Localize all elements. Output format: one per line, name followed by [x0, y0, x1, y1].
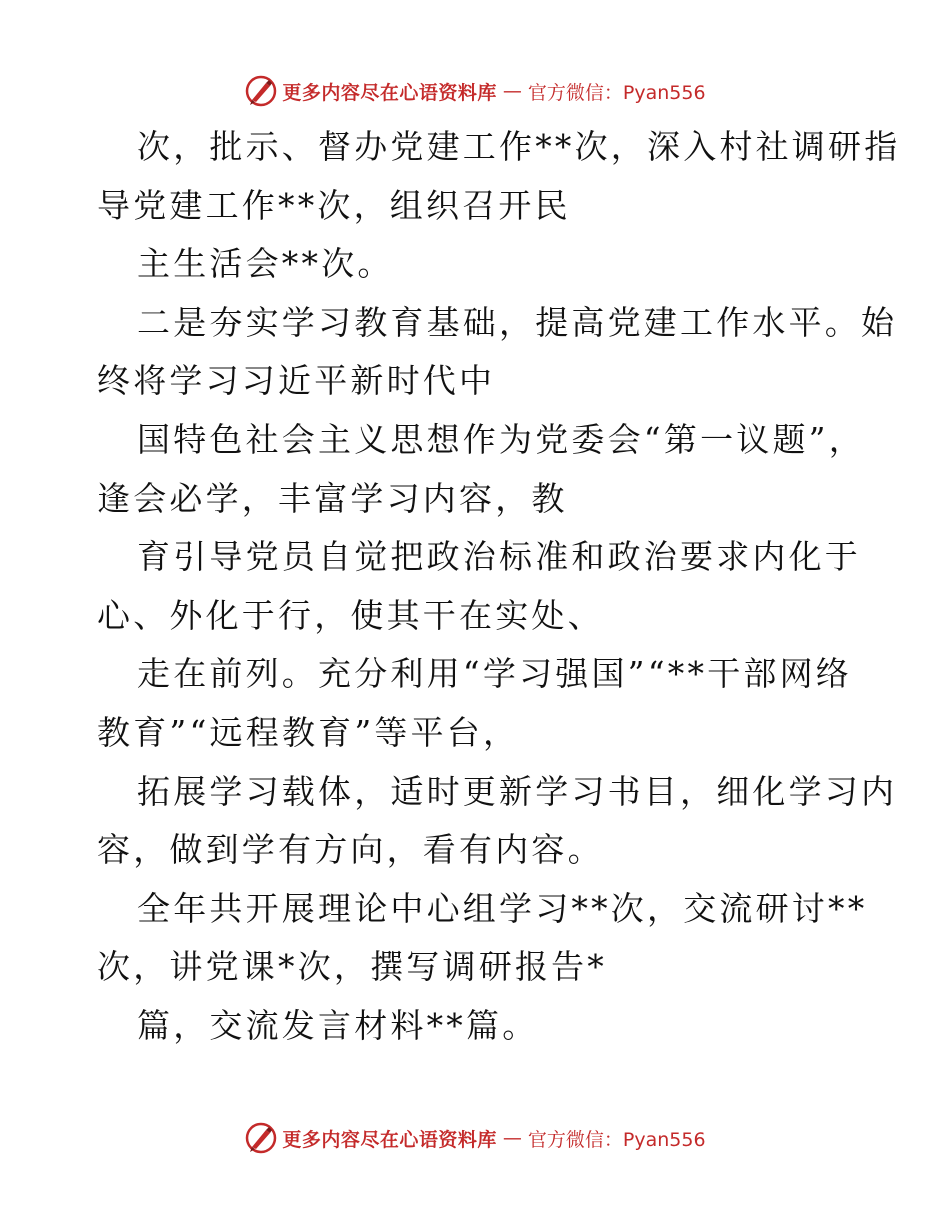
header-banner	[244, 74, 705, 108]
body-line: 导党建工作**次，组织召开民	[97, 185, 571, 225]
body-line: 育引导党员自觉把政治标准和政治要求内化于	[137, 537, 861, 577]
footer-separator: —	[502, 1127, 522, 1149]
header-brand-text: 更多内容尽在心语资料库	[282, 81, 497, 104]
pen-logo-icon	[244, 74, 278, 108]
body-line: 终将学习习近平新时代中	[97, 361, 496, 401]
body-line: 心、外化于行，使其干在实处、	[97, 595, 604, 635]
pen-logo-icon	[244, 1121, 278, 1155]
body-line: 逢会必学，丰富学习内容，教	[97, 478, 568, 518]
body-line: 篇，交流发言材料**篇。	[137, 1005, 539, 1045]
body-line: 国特色社会主义思想作为党委会“第一议题”，	[137, 419, 865, 459]
body-line: 二是夯实学习教育基础，提高党建工作水平。始	[137, 302, 898, 342]
document-body	[97, 118, 901, 1056]
footer-contact-text: 官方微信：Pyan556	[527, 1128, 706, 1151]
page-header	[0, 71, 950, 111]
body-line: 次，批示、督办党建工作**次，深入村社调研指	[137, 127, 901, 166]
body-line: 全年共开展理论中心组学习**次，交流研讨**	[137, 888, 868, 928]
body-line: 主生活会**次。	[137, 244, 394, 284]
body-line: 次，讲党课*次，撰写调研报告*	[97, 947, 607, 987]
body-line: 教育”“远程教育”等平台，	[97, 712, 520, 752]
body-line: 容，做到学有方向，看有内容。	[97, 830, 604, 870]
footer-banner	[244, 1121, 705, 1155]
body-line: 拓展学习载体，适时更新学习书目，细化学习内	[137, 771, 898, 811]
header-contact-text: 官方微信：Pyan556	[527, 81, 706, 104]
page-footer	[0, 1118, 950, 1158]
header-separator: —	[502, 80, 522, 102]
footer-brand-text: 更多内容尽在心语资料库	[282, 1128, 497, 1151]
body-line: 走在前列。充分利用“学习强国”“**干部网络	[137, 654, 853, 694]
